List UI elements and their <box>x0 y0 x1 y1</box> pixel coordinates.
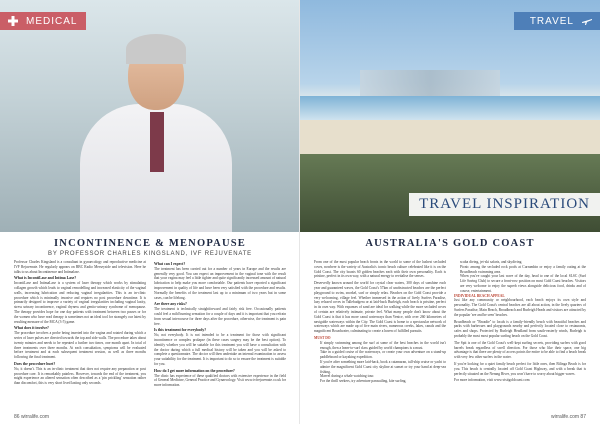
doctor-photo <box>0 0 300 232</box>
doctor-hair-shape <box>126 34 186 64</box>
article-title: AUSTRALIA'S GOLD COAST <box>365 238 535 249</box>
subheading: What is IncontiLase and Intima Lase? <box>14 276 77 281</box>
page-folio-left: 86 wirralife.com <box>14 414 50 420</box>
page-folio-right: wirralife.com 87 <box>550 414 586 420</box>
water-shape <box>300 96 600 120</box>
article-body <box>314 260 586 412</box>
intro-paragraph: Professor Charles Kingsland is a consultant in gynaecology and reproductive medicine at IVF Rejuvenate. He regularly appears on BBC Radio Merseyside and television. Here he talks to us about Incontinence and Intimalase. <box>14 260 146 274</box>
subheading: How do I get more information on the procedure? <box>154 368 235 373</box>
article-header <box>300 238 600 249</box>
subheading: What can I expect? <box>154 262 186 266</box>
paragraph: The clinic has experience of these qualified doctors with extensive experience in the field of General Medicine, General Practice and Gynaecology. Visit www.ivfrejuvenate.co.uk for more information. <box>154 373 286 388</box>
paragraph: No, not everybody. It is not intended to be a treatment for those with significant incontinence or complex prolapse (in these cases surgery may be the best option). To identify whether you will be suitable for this treatment you will have a consultation with the doctor during which a full medical history will be taken and you will be asked to complete a questionnaire. The doctor will then undertake an internal examination to assess your suitability for the treatment. It is important to do so to ensure the treatment is suitable for you. <box>154 333 286 366</box>
list-item: • Take in a guided cruise of the waterways, or create your own adventure on a stand-up paddleboard or kayaking expedition. <box>320 350 446 360</box>
paragraph: The treatment is technically straightforward and fairly risk free. Occasionally patients could feel a mild burning sensation for a couple of days and it is important that you refrain from sexual intercourse for three days after the procedure, otherwise, the treatment is pain free. <box>154 307 286 326</box>
article-byline: BY PROFESSOR CHARLES KINGSLAND, IVF REJUVENATE <box>48 251 252 257</box>
paragraph: For more information, visit www.visitgoldcoast.com <box>454 378 530 383</box>
must-do-list <box>314 341 446 384</box>
list-item: • Marvel during a whale watching tour. <box>320 374 446 379</box>
list-item: • For the thrill seekers, try adventure parasailing, kite surfing, <box>320 379 446 384</box>
list-item: • If simply swimming among the surf at some of the best beaches in the world isn't enough, then a learn-to-surf class guided by world champions is a must. <box>320 341 446 351</box>
article-header <box>0 238 300 257</box>
subheading: What does it involve? <box>14 326 49 331</box>
airplane-icon <box>580 14 594 28</box>
paragraph: The Spit is one of the Gold Coast's well-kept surfing secrets, providing surfers with good barrels break regardless of swell direction. For those who like their space, one big advantage is that there are plenty of access points the entire to be able to find a beach break with very few other surfers in the water. <box>454 340 586 360</box>
article-column-2 <box>154 260 286 412</box>
article-title: INCONTINENCE & MENOPAUSE <box>54 238 246 249</box>
list-item: • If you're after something more laid-back, book a catamaran, tall-ship cruise or yacht to admire the magnificent Gold Coast city skyline at sunset or try your hand at deep-sea fishing. <box>320 360 446 374</box>
paragraph: Deservedly known around the world for crystal clear waters, 300 days of sunshine each year and guaranteed waves, the Gold Coast's 57km of unobstructed beaches are the perfect playground to swim, snorkel, surf or simply relax. Beaches on the Gold Coast provide a very welcoming, village feel. Whether immersed in the action of lively Surfers Paradise, lazy relaxed coves in Tallebudgera or at laid-back Burleigh, each beach is pristine, perfect in its own way. With expanses of sand are ideal for walking while the more secluded coves of certain are relatively intimate, private feel. What many people don't know about the Gold Coast is that it has more canal waterways than Venice, with over 260 kilometres of navigable waterways within the City. The Gold Coast is home to a spectacular network of waterways which are made up of five main rivers, numerous creeks, lakes, canals and the magnificent Broadwater, culminating to create a haven of fulfilled pursuits. <box>314 281 446 334</box>
article-column-1 <box>14 260 146 412</box>
medical-cross-icon <box>6 14 20 28</box>
subheading: Does the procedure hurt? <box>14 361 56 366</box>
subheading: Are there any risks? <box>154 302 187 307</box>
paragraph: The treatment has been carried out for a number of years in Europe and the results are generally very good. You can expect an improvement in the vaginal tone with the result that your vagina may feel a little tighter and quite significantly increased amount of natural lubrication to help make you more comfortable. Our patients have reported a significant improvement in quality of life and have been very satisfied with the procedure and results. Normally the benefits of the treatment last up to a minimum of two years but in some cases, can be lifelong. <box>154 266 286 300</box>
section-tab-travel <box>514 12 600 30</box>
subheading: INDIVIDUAL BEACH APPEAL <box>454 293 505 298</box>
paragraph: If you're looking for a quiet family beach perfect for little ones, then Bilinga Beach is for you. This beach is centrally located off Gold Coast Highway, and with a break that is perfectly situated on the Nerang River, you won't have to worry about bigger waves. <box>454 361 586 376</box>
doctor-tie-shape <box>150 112 164 172</box>
list-item: • Picnic among the secluded rock pools at Currumbin or enjoy a family outing at the Broadbeach swimming area. <box>460 265 586 275</box>
article-column-2 <box>454 260 586 412</box>
paragraph: The procedure involves a probe being inserted into the vagina and rotated during which a series of laser pulses are directed towards the top and side walls. The procedure takes about twenty minutes and needs to be repeated a further two times, one month apart. In total of three treatments over three months. At each consultation, symptoms will be evaluated before treatment and at each subsequent treatment session, as well as three months following the final treatment. <box>14 331 146 360</box>
list-item: • When you've caught your last wave of the day, head to one of the local SLSC (Surf Life Saving Club) to secure a front-row position on most Gold Coast beaches. Visitors are very welcome to enjoy the superb views alongside delicious food, drinks and of course, entertainment. <box>460 274 586 293</box>
must-do-list-continued <box>454 260 586 294</box>
city-skyline-shape <box>360 70 500 98</box>
paragraph: From one of the most popular beach fronts in the world to some of the lushest secluded coves, nowhere is the variety of Australia's iconic beach culture celebrated like it is on the Gold Coast. The city boasts 60 golden beaches each with their own personality. Each is pristine, perfect in its own way, with a natural energy to revitalise the senses. <box>314 260 446 279</box>
section-label: TRAVEL <box>529 15 574 27</box>
right-page <box>300 0 600 424</box>
paragraph: Just like any community or neighbourhood, each beach enjoys its own style and personality. The Gold Coast's central beaches are all about action, in the lively quarters of Surfers Paradise, Main Beach, Broadbeach and Burleigh Heads and visitors are attracted by the popular 'see and be seen' beaches. <box>454 298 586 317</box>
sand-shape <box>300 120 600 154</box>
subheading: Is this treatment for everybody? <box>154 328 207 333</box>
photo-caption: TRAVEL INSPIRATION <box>409 193 600 216</box>
gold-coast-photo <box>300 0 600 232</box>
subheading: MUST DO <box>314 335 331 340</box>
section-label: MEDICAL <box>26 15 78 27</box>
paragraph: IncontiLase and IntimaLase is a system of laser therapy which works by stimulating collagen growth which leads to vaginal remodelling and increased elasticity of the vaginal walls, increasing lubrication and reducing vaginal irregularities. This is an in-clinic procedure which is minimally invasive and requires no post procedure downtime. It is primarily designed to improve a variety of vaginal irregularities including vaginal laxity, stress urinary incontinence, vaginal dryness and genito-urinary syndrome of menopause. The therapy provides hope for one day patients with treatment between two passes or for the women who have read therapy is sometimes not an ideal tool for strangely our latest by resulting measure of the MCA (3-5) game. <box>14 281 146 324</box>
section-tab-medical <box>0 12 86 30</box>
article-body <box>14 260 286 412</box>
paragraph: Broadbeach or "Broadie" to locals is a family-friendly beach with beautiful beaches and parks with barbecues and playgrounds nearby and perfectly located close to restaurants, cafes and shops. Protected by Burleigh Headland from south-easterly winds, Burleigh is probably the most most popular surfing beach on the Gold Coast. <box>454 319 586 338</box>
article-column-1 <box>314 260 446 412</box>
list-item: • scuba diving, jet-ski safaris, and skydiving. <box>460 260 586 265</box>
paragraph: No, it doesn't. This is an in-clinic treatment that does not require any preparation or post procedure care. It is remarkably painless. However, towards the end of the treatment, you might experience an altered sensation often described as a 'pin prickling' sensation rather than discomfort, this is very short lived lasting only seconds. <box>14 366 146 386</box>
